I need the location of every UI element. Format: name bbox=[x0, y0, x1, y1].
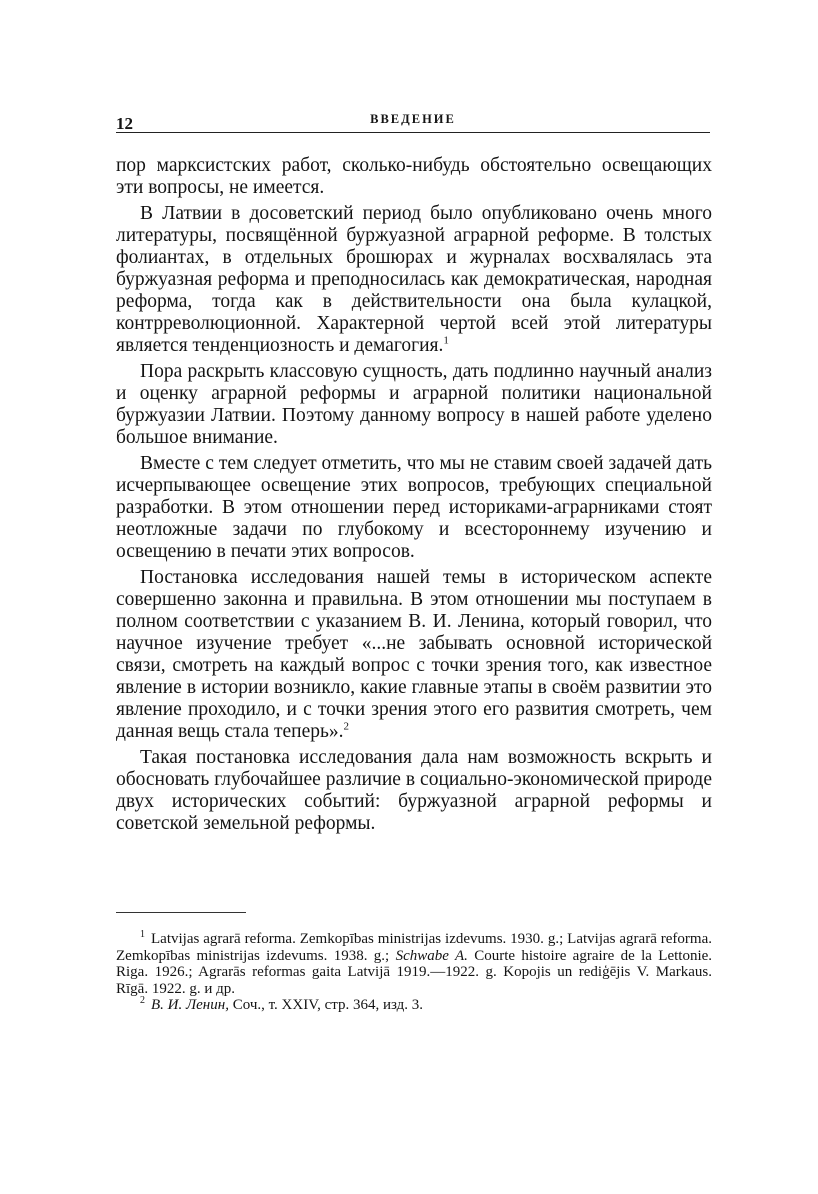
footnote-author: В. И. Ленин, bbox=[151, 997, 229, 1013]
main-text bbox=[116, 155, 712, 839]
paragraph: Пора раскрыть классовую сущность, дать подлинно научный анализ и оценку аграрной реформы и аграрной политики национальной буржуазии Латвии. Поэтому данному вопросу в нашей работе уделено большое внимание. bbox=[116, 361, 712, 448]
section-title: ВВЕДЕНИЕ bbox=[370, 112, 456, 126]
paragraph-continuation: пор марксистских работ, сколько-нибудь обстоятельно освещающих эти вопросы, не имеется. bbox=[116, 155, 712, 198]
footnote-2: $^2$ В. И. Ленин, Соч., т. XXIV, стр. 364, изд. 3. bbox=[140, 995, 424, 1013]
running-head bbox=[116, 108, 710, 133]
paragraph: Постановка исследования нашей темы в историческом аспекте совершенно законна и правильна. В этом отношении мы поступаем в полном соответствии с указанием В. И. Ленина, который говорил, что научное изучение требует «...не забывать основной исторической связи, смотреть на каждый вопрос с точки зрения того, как известное явление в истории возникло, какие главные этапы в своём развитии это явление проходило, и с точки зрения этого его развития смотреть, чем данная вещь стала теперь».$^2$ bbox=[116, 567, 712, 742]
paragraph: Вместе с тем следует отметить, что мы не ставим своей задачей дать исчерпывающее освещение этих вопросов, требующих специальной разработки. В этом отношении перед историками-аграрниками стоят неотложные задачи по глубокому и всестороннему изучению и освещению в печати этих вопросов. bbox=[116, 453, 712, 562]
paragraph: В Латвии в досоветский период было опубликовано очень много литературы, посвящённой буржуазной аграрной реформе. В толстых фолиантах, в отдельных брошюрах и журналах восхвалялась эта буржуазная реформа и преподносилась как демократическая, народная реформа, тогда как в действительности она была кулацкой, контрреволюционной. Характерной чертой всей этой литературы является тенденциозность и демагогия.$^1$ bbox=[116, 203, 712, 356]
footnote-number: 2 bbox=[140, 995, 145, 1006]
paragraph: Такая постановка исследования дала нам возможность вскрыть и обосновать глубочайшее различие в социально-экономической природе двух исторических событий: буржуазной аграрной реформы и советской земельной реформы. bbox=[116, 747, 712, 834]
footnotes bbox=[116, 931, 712, 1014]
footnote-author: Schwabe A. bbox=[395, 947, 468, 964]
footnote-ref: 2 bbox=[343, 720, 350, 733]
footnote-number: 1 bbox=[140, 929, 145, 940]
footnote-divider bbox=[116, 912, 246, 913]
page-number: 12 bbox=[116, 114, 133, 133]
footnote-ref: 1 bbox=[443, 334, 449, 347]
footnote-1: $^1$ Latvijas agrarā reforma. Zemkopības ministrijas izdevums. 1930. g.; Latvijas agrarā reforma. Zemkopības ministrijas izdevums. 1938. g.; Schwabe A. Courte histoire agraire de la Lettonie. Riga. 1926.; Agrarās reformas gaita Latvijā 1919.—1922. g. Kopojis un rediģējis V. Markaus. Rīgā. 1922. g. и др. bbox=[116, 929, 713, 997]
